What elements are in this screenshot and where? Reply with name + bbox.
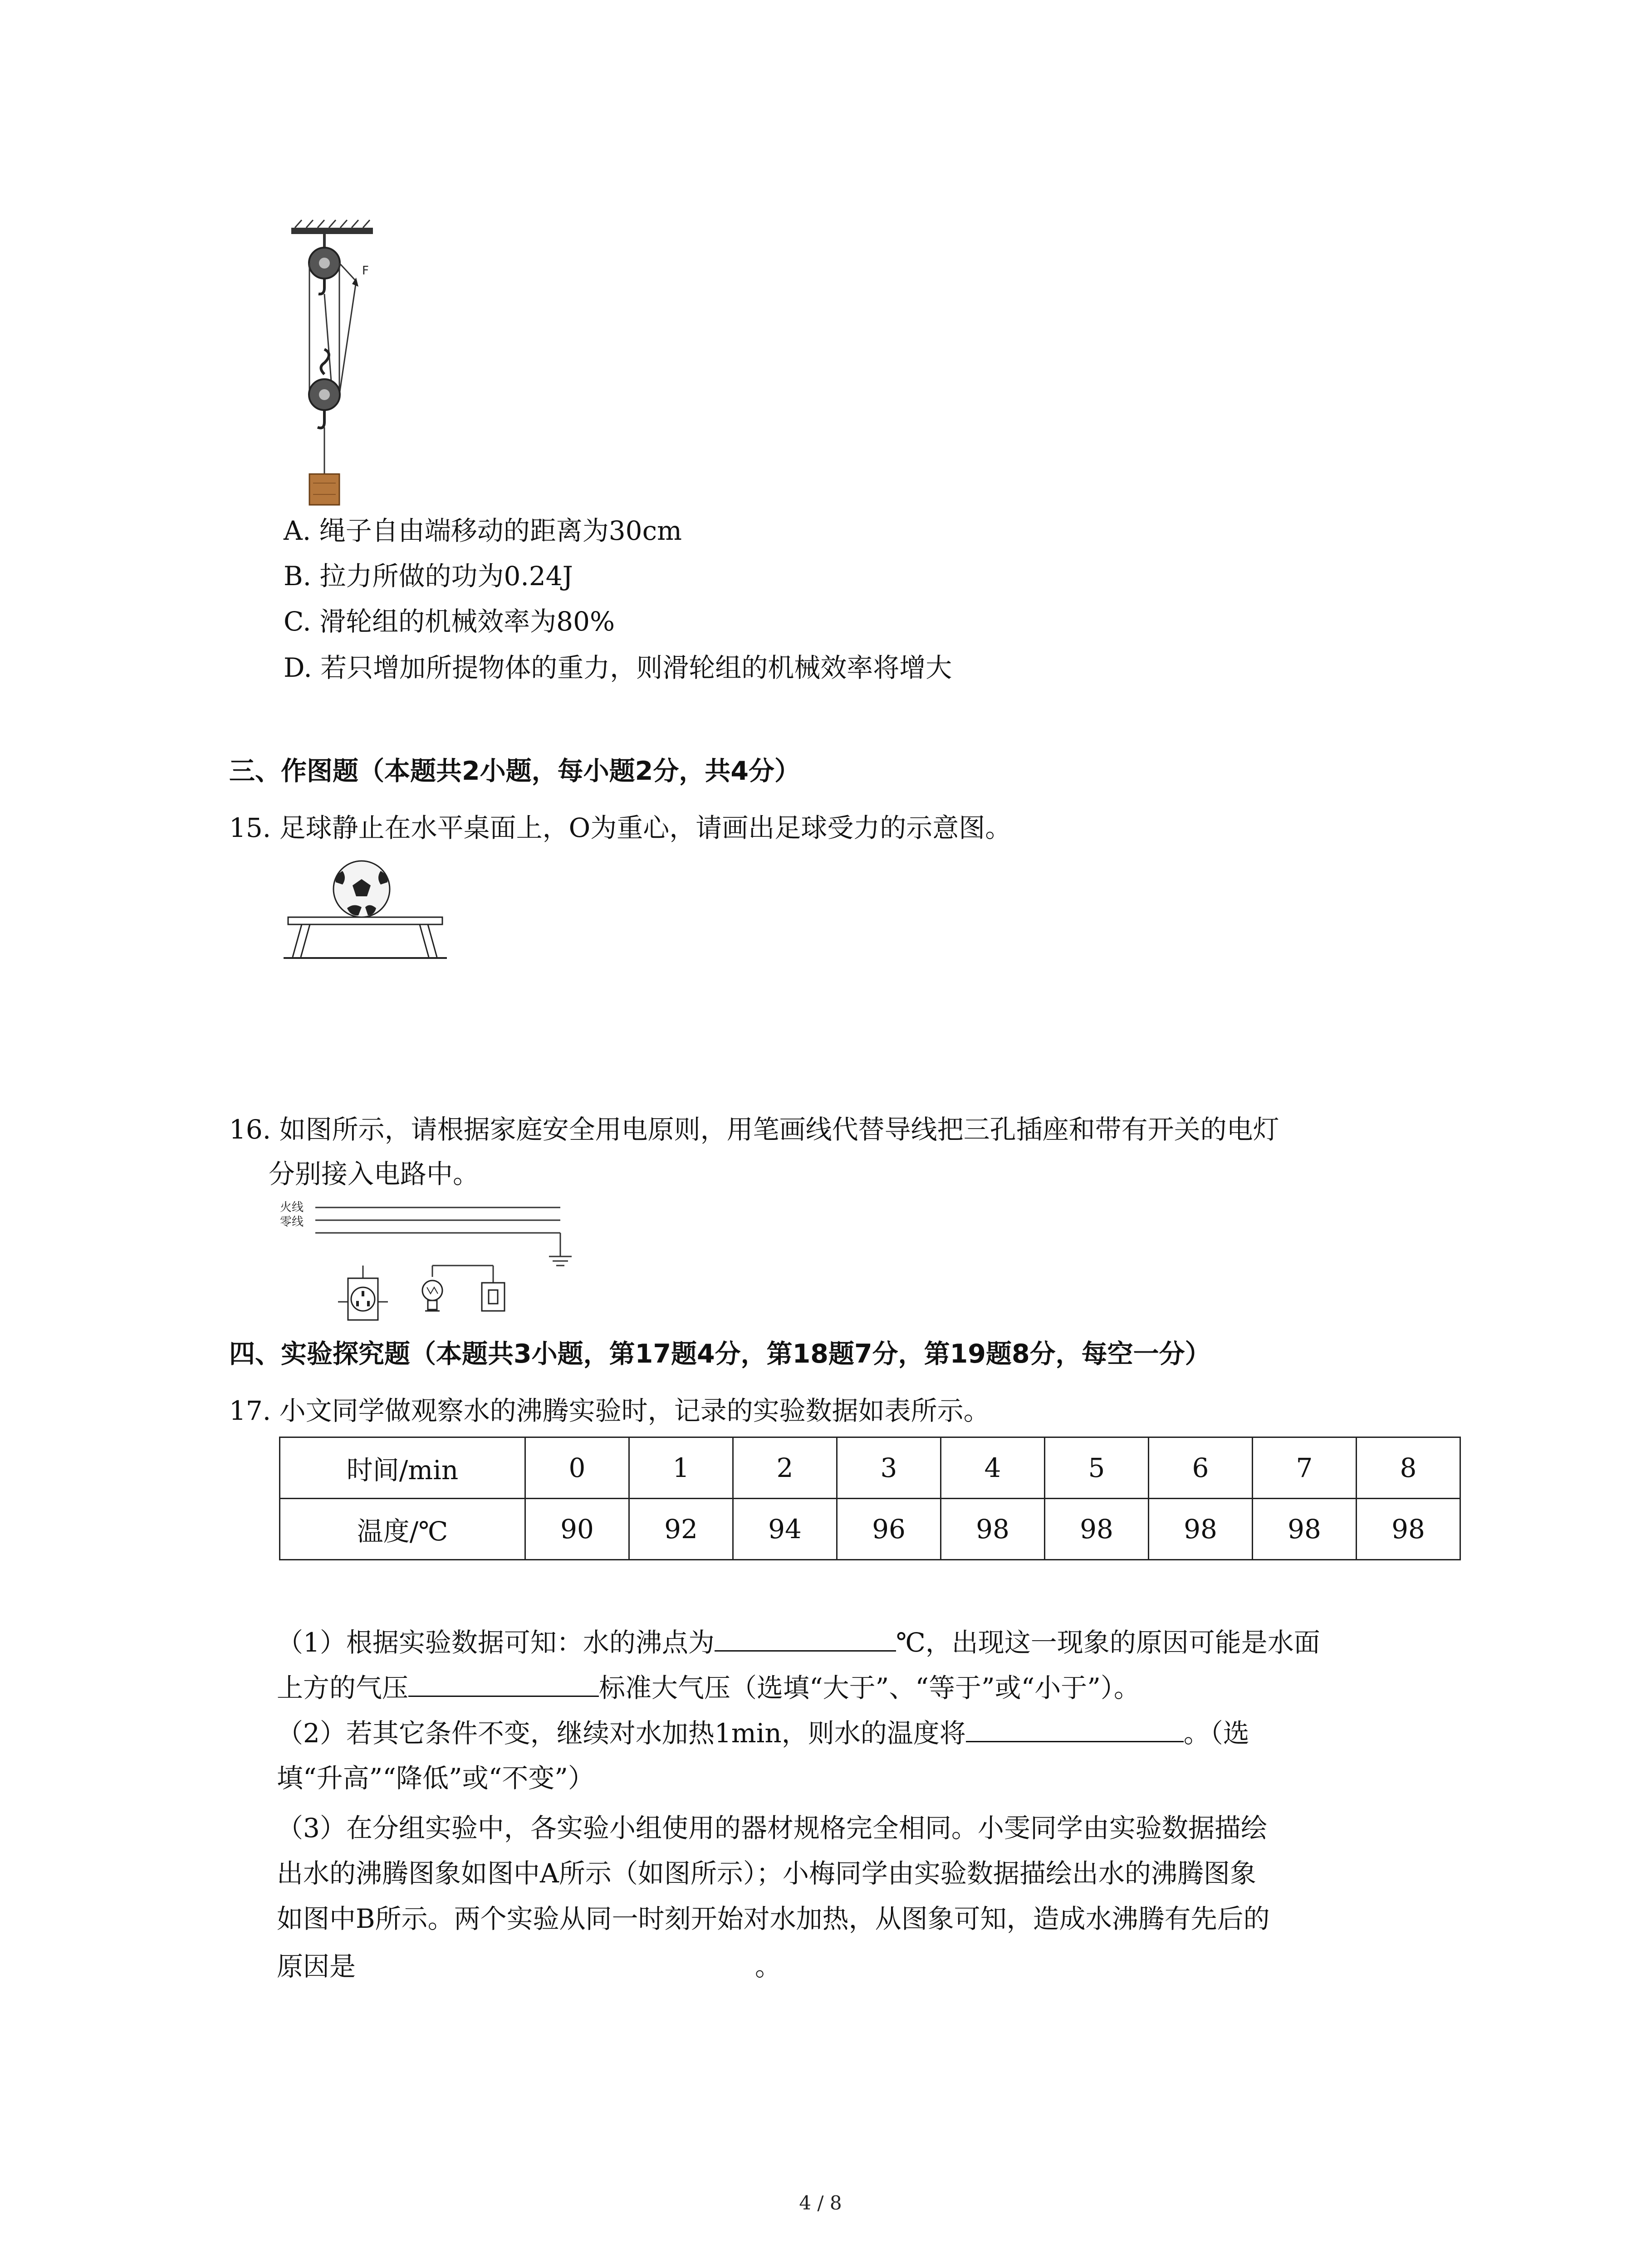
table-cell: 98 [1253, 1499, 1357, 1560]
q17-part3-line3: 如图中B所示。两个实验从同一时刻开始对水加热，从图象可知，造成水沸腾有先后的 [277, 1903, 1270, 1934]
table-cell: 7 [1253, 1437, 1357, 1499]
table-row [280, 1499, 1460, 1560]
question-17-intro: 17. 小文同学做观察水的沸腾实验时，记录的实验数据如表所示。 [229, 1395, 990, 1426]
neutral-wire-label: 零线 [280, 1215, 304, 1229]
q17-part3-line1: （3）在分组实验中，各实验小组使用的器材规格完全相同。小雯同学由实验数据描绘 [277, 1813, 1267, 1843]
temperature-change-blank[interactable] [966, 1715, 1184, 1742]
q17-part3-text-b: 。 [755, 1951, 782, 1982]
table-cell: 5 [1045, 1437, 1149, 1499]
question-15: 15. 足球静止在水平桌面上，O为重心，请画出足球受力的示意图。 [229, 812, 1012, 843]
live-wire-label: 火线 [280, 1201, 304, 1214]
air-pressure-blank[interactable] [408, 1669, 599, 1697]
table-cell: 90 [525, 1499, 629, 1560]
table-cell: 98 [1045, 1499, 1149, 1560]
q17-part1-text-b: ℃，出现这一现象的原因可能是水面 [896, 1627, 1320, 1658]
boiling-point-blank[interactable] [715, 1624, 896, 1652]
football-table-figure [284, 857, 447, 971]
section-4-title: 四、实验探究题（本题共3小题，第17题4分，第18题7分，第19题8分，每空一分） [229, 1339, 1211, 1369]
q17-part1-text-a: （1）根据实验数据可知：水的沸点为 [277, 1627, 715, 1658]
q17-part2-text-b: 。（选 [1183, 1718, 1249, 1749]
q17-part1-text-d: 标准大气压（选填“大于”、“等于”或“小于”）。 [599, 1672, 1140, 1703]
table-cell: 98 [1149, 1499, 1253, 1560]
table-cell: 4 [941, 1437, 1045, 1499]
q17-part1-text-c: 上方的气压 [277, 1672, 409, 1703]
table-cell: 0 [525, 1437, 629, 1499]
boiling-cause-blank[interactable] [356, 1949, 755, 1975]
q17-part3-line4 [277, 1948, 781, 1984]
table-cell: 94 [733, 1499, 837, 1560]
q17-part3-text-a: 原因是 [277, 1951, 356, 1982]
q17-part1-line2 [277, 1669, 1140, 1706]
option-d: D. 若只增加所提物体的重力，则滑轮组的机械效率将增大 [284, 652, 952, 683]
table-cell: 8 [1357, 1437, 1460, 1499]
question-16-line-1: 16. 如图所示，请根据家庭安全用电原则，用笔画线代替导线把三孔插座和带有开关的电灯 [229, 1114, 1279, 1145]
table-cell: 2 [733, 1437, 837, 1499]
table-cell: 1 [629, 1437, 733, 1499]
option-b: B. 拉力所做的功为0.24J [284, 561, 573, 591]
q17-part3-line2: 出水的沸腾图象如图中A所示（如图所示）；小梅同学由实验数据描绘出水的沸腾图象 [277, 1858, 1256, 1889]
force-label: F [362, 264, 369, 278]
table-cell: 92 [629, 1499, 733, 1560]
section-3-title: 三、作图题（本题共2小题，每小题2分，共4分） [229, 756, 800, 786]
question-16-line-2: 分别接入电路中。 [269, 1158, 480, 1189]
time-header: 时间/min [280, 1437, 525, 1499]
pulley-system-figure [281, 218, 390, 513]
temp-header: 温度/℃ [280, 1499, 525, 1560]
table-cell: 98 [1357, 1499, 1460, 1560]
option-c: C. 滑轮组的机械效率为80% [284, 606, 615, 637]
q17-part1-line1 [277, 1624, 1320, 1661]
q17-part2-line2: 填“升高”“降低”或“不变”） [277, 1763, 594, 1794]
boiling-data-table [279, 1437, 1461, 1560]
table-cell: 98 [941, 1499, 1045, 1560]
circuit-figure [279, 1198, 588, 1325]
page-number: 4 / 8 [799, 2192, 842, 2214]
q17-part2-line1 [277, 1715, 1249, 1751]
table-cell: 6 [1149, 1437, 1253, 1499]
table-row [280, 1437, 1460, 1499]
table-cell: 96 [837, 1499, 941, 1560]
q17-part2-text-a: （2）若其它条件不变，继续对水加热1min，则水的温度将 [277, 1718, 966, 1749]
option-a: A. 绳子自由端移动的距离为30cm [284, 515, 682, 546]
table-cell: 3 [837, 1437, 941, 1499]
